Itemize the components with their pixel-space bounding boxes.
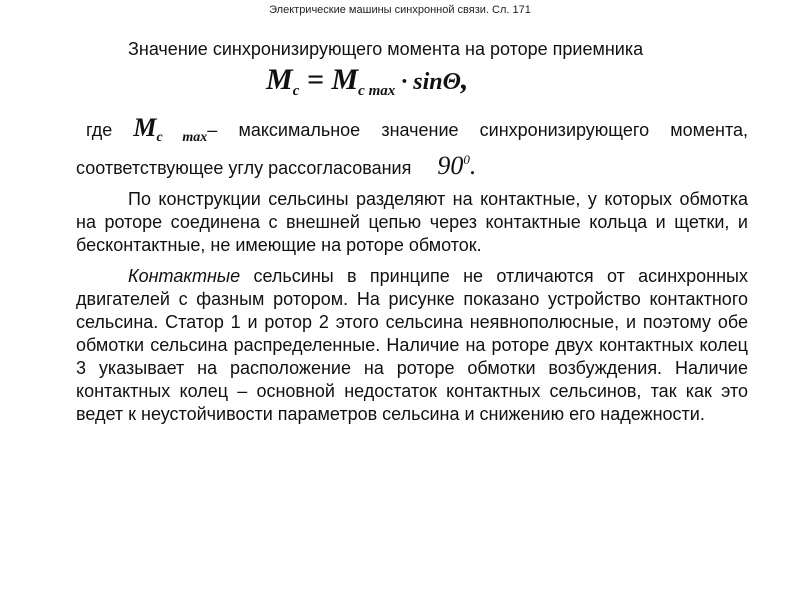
angle-value: 90 [437,151,464,180]
inline-formula-mcmax [133,113,208,145]
where-label: где [86,120,134,140]
paragraph-construction [76,188,748,257]
formula-synchronizing-moment [76,63,748,108]
paragraph-where [76,113,749,180]
paragraph-text: По конструкции сельсины разделяют на контактные, у которых обмотка на роторе соединена с внешней цепью через контактные кольца и щетки, и бесконтактные, не имеющие на роторе обмоток. [76,189,748,255]
angle-degree: 0 [463,152,470,167]
inline-angle-90 [437,151,476,180]
formula-subscript-cmax: c max [358,83,396,99]
formula-theta: Θ [442,69,461,95]
inline-symbol-m: M [133,113,157,142]
paragraph-contact-selsyns [76,265,748,426]
where-text: – максимальное значение синхронизирующего момента, соответствующее углу рассогласования [76,120,749,178]
paragraph-text: сельсины в принципе не отличаются от асинхронных двигателей с фазным ротором. На рисунке показано устройство контактного сельсина. Статор 1 и ротор 2 этого сельсина неявнополюсные, и поэтому обе обмотки сельсина распределенные. Наличие на роторе двух контактных колец 3 указывает на расположение на роторе обмотки возбуждения. Наличие контактных колец – основной недостаток контактных сельсинов, так как это ведет к неустойчивости параметров сельсина и снижению его надежности. [76,266,748,424]
formula-subscript-c: c [292,83,300,99]
angle-period: . [469,151,477,180]
italic-term-contact: Контактные [128,266,241,286]
formula-equals: = [299,63,332,96]
paragraph-moment-definition [76,38,748,61]
paragraph-text: Значение синхронизирующего момента на роторе приемника [128,39,644,59]
formula-sin: · sin [395,69,443,95]
formula-symbol-m-max: M [331,63,359,96]
formula-comma: , [460,63,469,96]
slide-header: Электрические машины синхронной связи. Сл. 171 [269,4,531,16]
document-body [76,38,748,426]
inline-subscript-cmax: c max [156,130,208,145]
formula-symbol-m: M [266,63,293,96]
